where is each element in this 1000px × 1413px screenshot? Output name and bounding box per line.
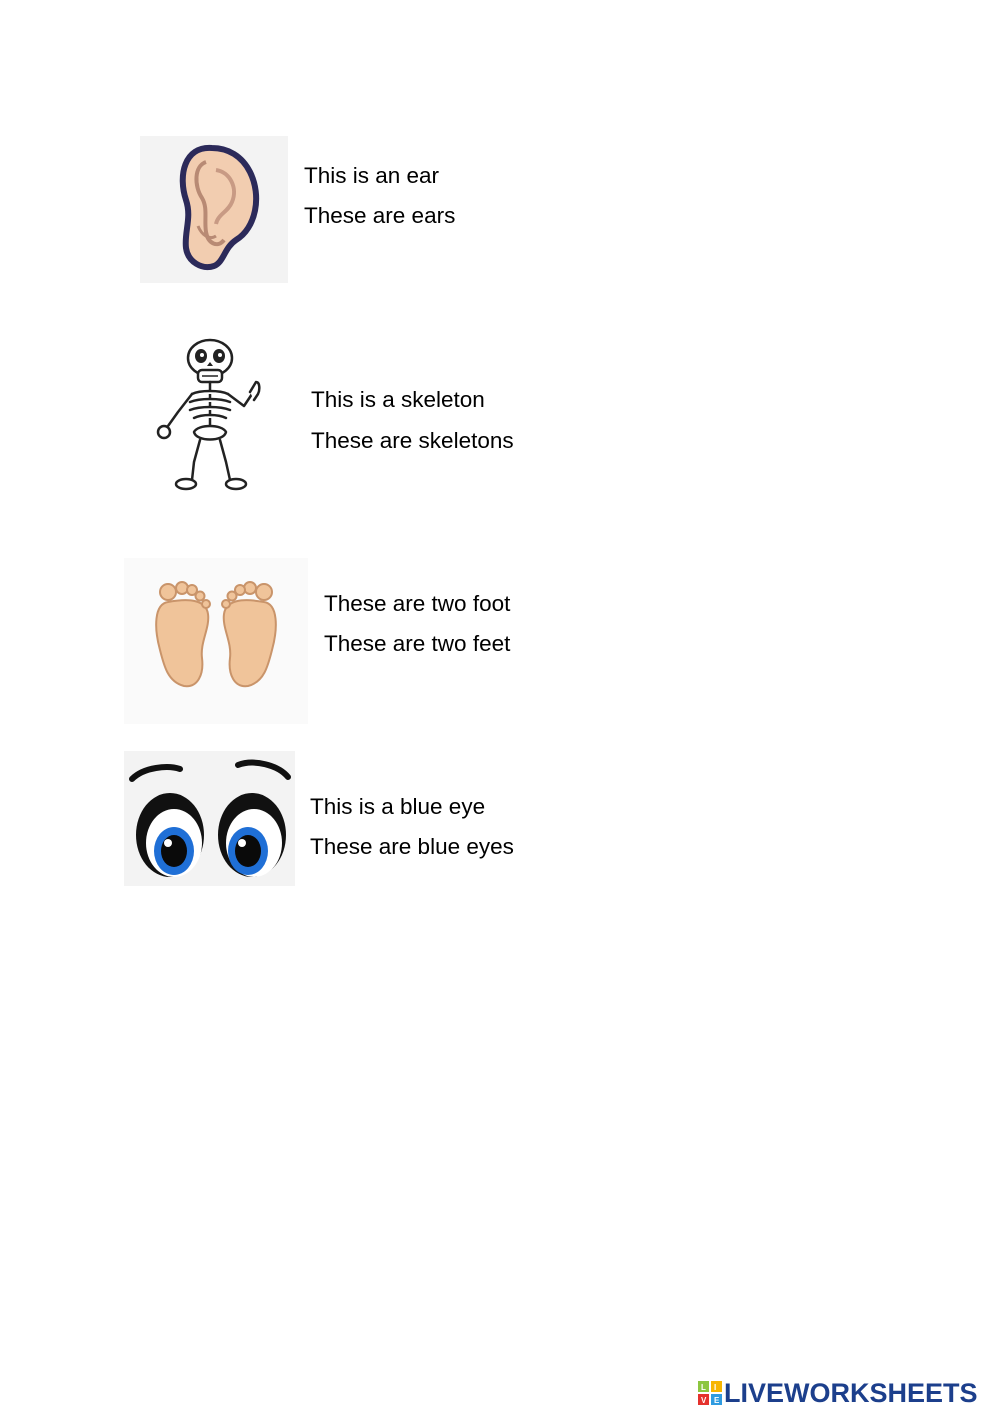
liveworksheets-logo: [698, 1381, 722, 1405]
svg-text:I: I: [714, 1383, 717, 1392]
feet-singular-text: These are two foot: [324, 591, 511, 616]
ear-icon: [140, 136, 288, 283]
skeleton-singular-text: This is a skeleton: [311, 387, 485, 412]
ear-singular-text: This is an ear: [304, 163, 440, 188]
skeleton-icon: [148, 336, 272, 496]
eyes-plural-text: These are blue eyes: [310, 834, 514, 859]
svg-text:L: L: [701, 1383, 706, 1392]
watermark-text: LIVEWORKSHEETS: [724, 1377, 978, 1408]
svg-text:E: E: [714, 1396, 720, 1405]
skeleton-plural-text: These are skeletons: [311, 428, 514, 453]
liveworksheets-watermark: [698, 1378, 978, 1408]
eyes-singular-text: This is a blue eye: [310, 794, 486, 819]
eyes-icon: [124, 751, 295, 886]
svg-text:V: V: [701, 1396, 707, 1405]
feet-plural-text: These are two feet: [324, 631, 511, 656]
feet-icon: [124, 558, 308, 724]
ear-plural-text: These are ears: [304, 203, 456, 228]
